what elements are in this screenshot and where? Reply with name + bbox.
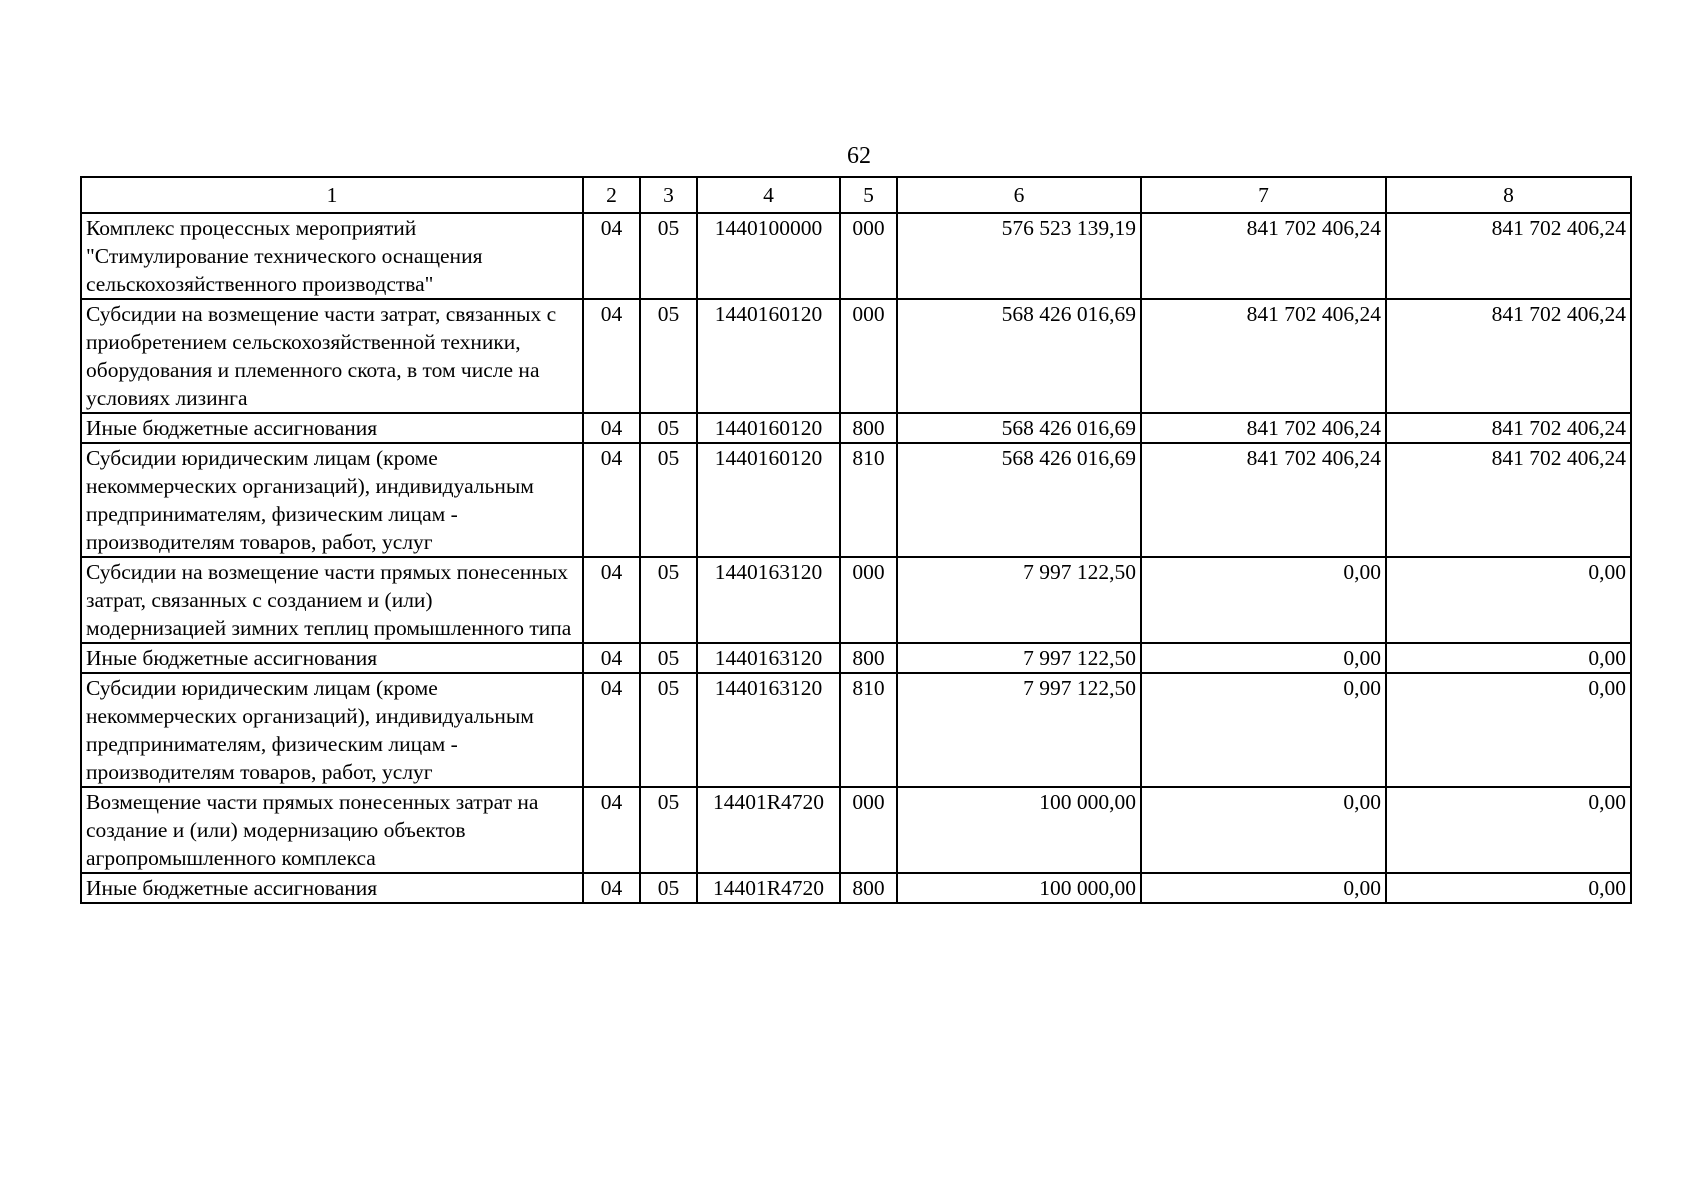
amount-col6-cell: 576 523 139,19	[897, 213, 1141, 299]
row-name-cell: Иные бюджетные ассигнования	[81, 873, 583, 903]
table-row	[81, 787, 1631, 873]
amount-col8-cell: 0,00	[1386, 673, 1631, 787]
header-cell: 8	[1386, 177, 1631, 213]
page-number: 62	[847, 143, 871, 169]
section-code-cell: 04	[583, 413, 640, 443]
header-row	[81, 177, 1631, 213]
amount-col6-cell: 7 997 122,50	[897, 643, 1141, 673]
table-row	[81, 557, 1631, 643]
target-article-cell: 1440160120	[697, 299, 840, 413]
amount-col8-cell: 841 702 406,24	[1386, 299, 1631, 413]
table-row	[81, 443, 1631, 557]
table-row	[81, 413, 1631, 443]
expense-type-cell: 000	[840, 213, 897, 299]
header-cell: 2	[583, 177, 640, 213]
row-name-cell: Субсидии юридическим лицам (кроме некоммерческих организаций), индивидуальным предпринимателям, физическим лицам - производителям товаров, работ, услуг	[81, 443, 583, 557]
subsection-code-cell: 05	[640, 787, 697, 873]
section-code-cell: 04	[583, 673, 640, 787]
row-name-cell: Субсидии юридическим лицам (кроме некоммерческих организаций), индивидуальным предпринимателям, физическим лицам - производителям товаров, работ, услуг	[81, 673, 583, 787]
target-article-cell: 14401R4720	[697, 787, 840, 873]
amount-col7-cell: 841 702 406,24	[1141, 299, 1386, 413]
table-row	[81, 213, 1631, 299]
section-code-cell: 04	[583, 557, 640, 643]
target-article-cell: 1440100000	[697, 213, 840, 299]
header-cell: 1	[81, 177, 583, 213]
subsection-code-cell: 05	[640, 873, 697, 903]
subsection-code-cell: 05	[640, 413, 697, 443]
amount-col7-cell: 841 702 406,24	[1141, 443, 1386, 557]
amount-col8-cell: 841 702 406,24	[1386, 413, 1631, 443]
amount-col6-cell: 100 000,00	[897, 787, 1141, 873]
header-cell: 5	[840, 177, 897, 213]
subsection-code-cell: 05	[640, 443, 697, 557]
expense-type-cell: 000	[840, 557, 897, 643]
amount-col6-cell: 7 997 122,50	[897, 557, 1141, 643]
amount-col7-cell: 841 702 406,24	[1141, 413, 1386, 443]
row-name-cell: Иные бюджетные ассигнования	[81, 643, 583, 673]
amount-col7-cell: 0,00	[1141, 557, 1386, 643]
table-row	[81, 673, 1631, 787]
budget-table	[80, 176, 1632, 904]
expense-type-cell: 800	[840, 413, 897, 443]
amount-col7-cell: 0,00	[1141, 673, 1386, 787]
amount-col8-cell: 0,00	[1386, 873, 1631, 903]
amount-col6-cell: 568 426 016,69	[897, 443, 1141, 557]
target-article-cell: 1440160120	[697, 443, 840, 557]
section-code-cell: 04	[583, 299, 640, 413]
row-name-cell: Иные бюджетные ассигнования	[81, 413, 583, 443]
section-code-cell: 04	[583, 643, 640, 673]
table-body	[81, 213, 1631, 903]
amount-col8-cell: 841 702 406,24	[1386, 213, 1631, 299]
row-name-cell: Возмещение части прямых понесенных затрат на создание и (или) модернизацию объектов агропромышленного комплекса	[81, 787, 583, 873]
amount-col7-cell: 0,00	[1141, 787, 1386, 873]
section-code-cell: 04	[583, 443, 640, 557]
header-cell: 3	[640, 177, 697, 213]
header-cell: 6	[897, 177, 1141, 213]
target-article-cell: 1440163120	[697, 557, 840, 643]
subsection-code-cell: 05	[640, 557, 697, 643]
table-row	[81, 643, 1631, 673]
section-code-cell: 04	[583, 873, 640, 903]
row-name-cell: Комплекс процессных мероприятий "Стимулирование технического оснащения сельскохозяйственного производства"	[81, 213, 583, 299]
amount-col6-cell: 568 426 016,69	[897, 413, 1141, 443]
section-code-cell: 04	[583, 787, 640, 873]
amount-col7-cell: 0,00	[1141, 643, 1386, 673]
header-cell: 7	[1141, 177, 1386, 213]
target-article-cell: 1440160120	[697, 413, 840, 443]
amount-col7-cell: 841 702 406,24	[1141, 213, 1386, 299]
expense-type-cell: 000	[840, 299, 897, 413]
expense-type-cell: 810	[840, 673, 897, 787]
subsection-code-cell: 05	[640, 673, 697, 787]
amount-col7-cell: 0,00	[1141, 873, 1386, 903]
section-code-cell: 04	[583, 213, 640, 299]
expense-type-cell: 800	[840, 643, 897, 673]
amount-col6-cell: 568 426 016,69	[897, 299, 1141, 413]
row-name-cell: Субсидии на возмещение части затрат, связанных с приобретением сельскохозяйственной техники, оборудования и племенного скота, в том числе на условиях лизинга	[81, 299, 583, 413]
target-article-cell: 1440163120	[697, 643, 840, 673]
amount-col6-cell: 100 000,00	[897, 873, 1141, 903]
amount-col8-cell: 0,00	[1386, 787, 1631, 873]
amount-col8-cell: 0,00	[1386, 643, 1631, 673]
table-row	[81, 299, 1631, 413]
amount-col6-cell: 7 997 122,50	[897, 673, 1141, 787]
subsection-code-cell: 05	[640, 643, 697, 673]
table-row	[81, 873, 1631, 903]
header-cell: 4	[697, 177, 840, 213]
expense-type-cell: 810	[840, 443, 897, 557]
amount-col8-cell: 841 702 406,24	[1386, 443, 1631, 557]
expense-type-cell: 000	[840, 787, 897, 873]
target-article-cell: 1440163120	[697, 673, 840, 787]
row-name-cell: Субсидии на возмещение части прямых понесенных затрат, связанных с созданием и (или) модернизацией зимних теплиц промышленного типа	[81, 557, 583, 643]
subsection-code-cell: 05	[640, 213, 697, 299]
amount-col8-cell: 0,00	[1386, 557, 1631, 643]
expense-type-cell: 800	[840, 873, 897, 903]
subsection-code-cell: 05	[640, 299, 697, 413]
target-article-cell: 14401R4720	[697, 873, 840, 903]
